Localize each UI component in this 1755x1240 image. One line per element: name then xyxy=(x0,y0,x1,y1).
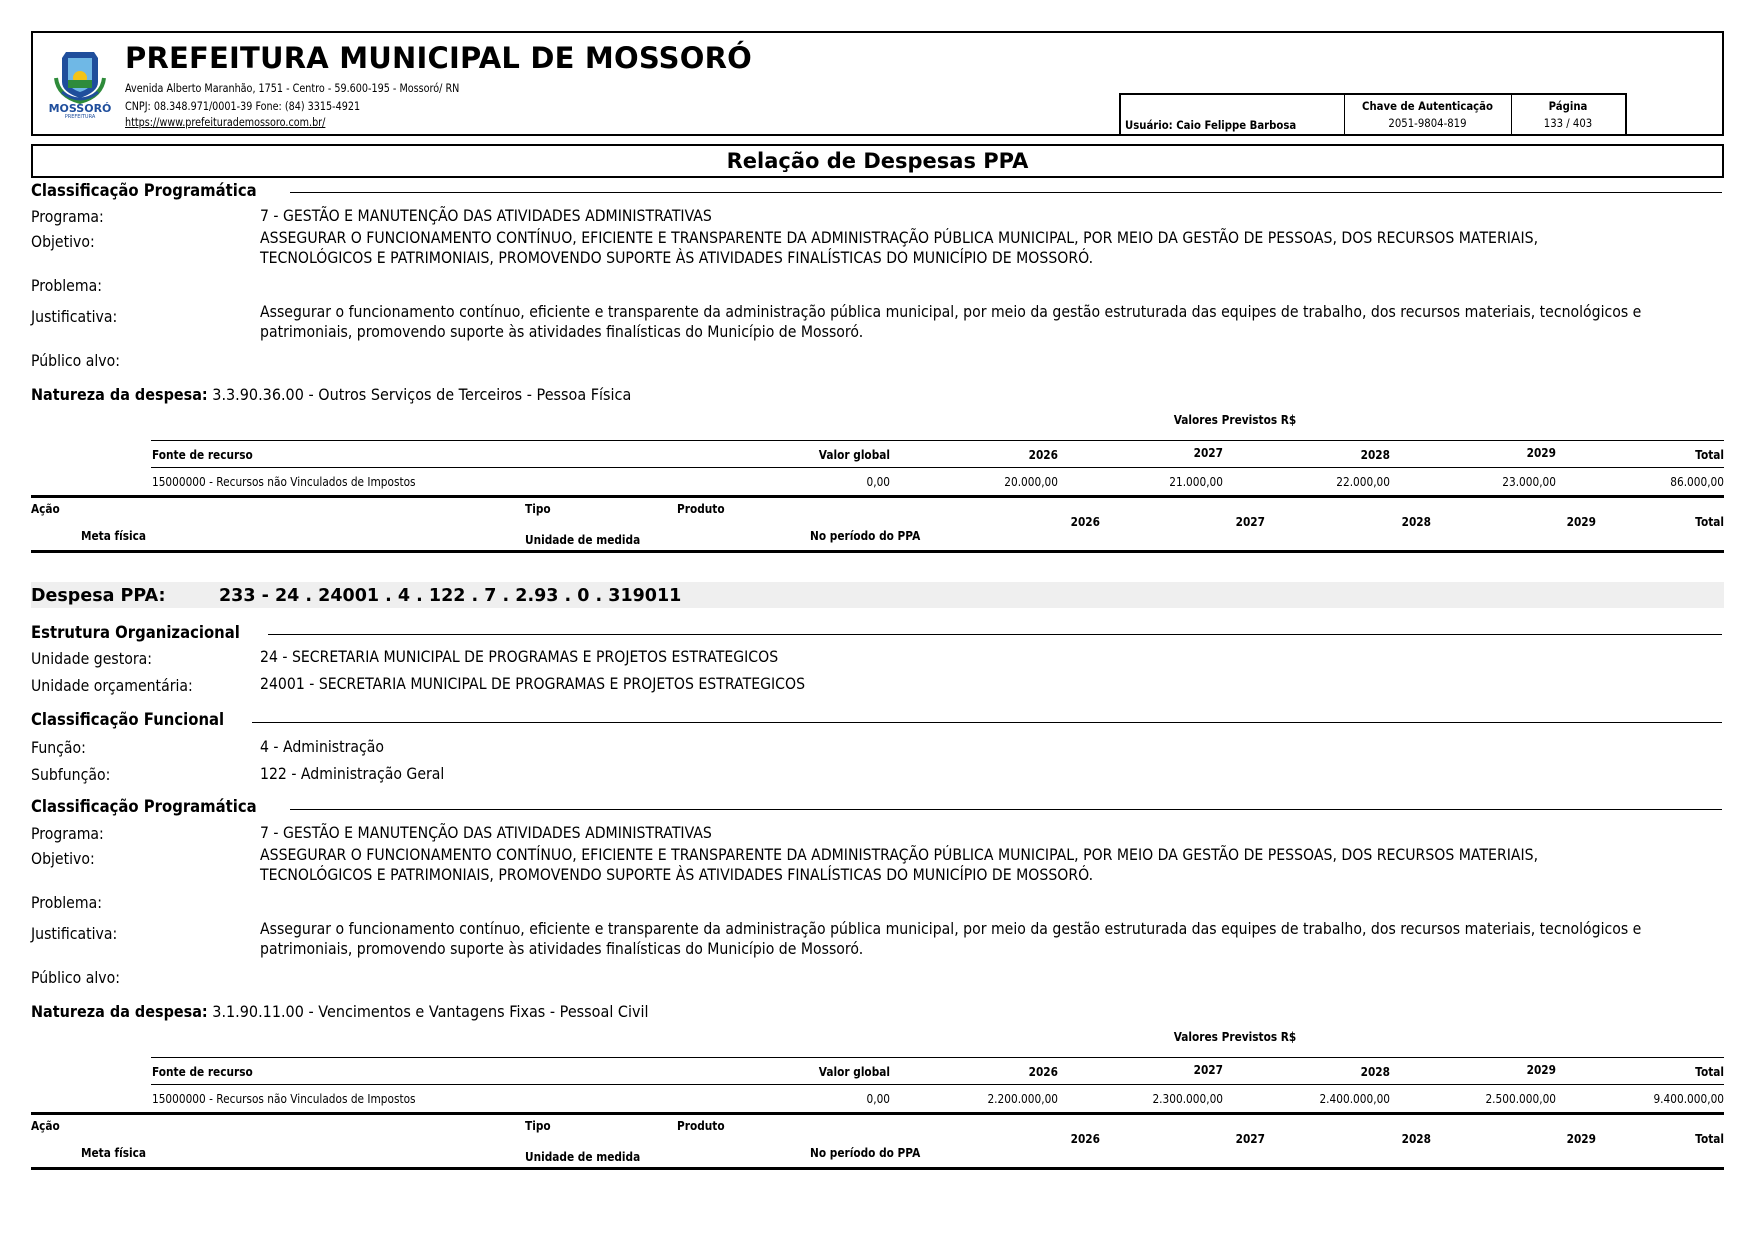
auth-key-box xyxy=(1344,93,1512,136)
meta-year-2029: 2029 xyxy=(1566,1132,1596,1146)
col-acao: Ação xyxy=(31,502,60,516)
table-rule-thick xyxy=(31,1167,1724,1170)
col-fonte-recurso: Fonte de recurso xyxy=(152,1065,253,1079)
fonte-value-2026: 2.200.000,00 xyxy=(987,1092,1058,1106)
section-estrutura-organizacional: Estrutura Organizacional xyxy=(31,623,240,642)
auth-key-title: Chave de Autenticação xyxy=(1362,99,1493,113)
unidade-orcamentaria-label: Unidade orçamentária: xyxy=(31,676,193,695)
meta-year-2026: 2026 xyxy=(1070,515,1100,529)
valores-previstos-heading: Valores Previstos R$ xyxy=(1173,413,1297,427)
objetivo-value-line1: ASSEGURAR O FUNCIONAMENTO CONTÍNUO, EFICIENTE E TRANSPARENTE DA ADMINISTRAÇÃO PÚBLICA MUNICIPAL, POR MEIO DA GESTÃO DE PESSOAS, DOS RECURSOS MATERIAIS, xyxy=(260,228,1539,247)
user-label: Usuário: Caio Felippe Barbosa xyxy=(1125,118,1297,132)
problema-label: Problema: xyxy=(31,276,102,295)
justificativa-value-line2: patrimoniais, promovendo suporte às atividades finalísticas do Município de Mossoró. xyxy=(260,939,864,958)
table-rule xyxy=(151,467,1724,468)
report-title-box xyxy=(31,144,1724,178)
unidade-gestora-value: 24 - SECRETARIA MUNICIPAL DE PROGRAMAS E PROJETOS ESTRATEGICOS xyxy=(260,647,779,666)
col-year-2029: 2029 xyxy=(1526,446,1556,460)
subfuncao-label: Subfunção: xyxy=(31,765,111,784)
col-year-2029: 2029 xyxy=(1526,1063,1556,1077)
problema-label: Problema: xyxy=(31,893,102,912)
col-valor-global: Valor global xyxy=(818,1065,890,1079)
section-rule xyxy=(290,192,1722,193)
svg-text:MOSSORÓ: MOSSORÓ xyxy=(48,102,112,115)
organization-address: Avenida Alberto Maranhão, 1751 - Centro - 59.600-195 - Mossoró/ RN xyxy=(125,82,460,95)
despesa-ppa-label: Despesa PPA: xyxy=(31,586,166,606)
fonte-value-2028: 22.000,00 xyxy=(1336,475,1390,489)
city-coat-of-arms-icon xyxy=(44,48,116,118)
natureza-despesa xyxy=(31,1002,648,1021)
col-no-periodo: No período do PPA xyxy=(810,1146,921,1160)
funcao-value: 4 - Administração xyxy=(260,737,385,756)
subfuncao-value: 122 - Administração Geral xyxy=(260,764,445,783)
meta-year-2029: 2029 xyxy=(1566,515,1596,529)
fonte-value-2028: 2.400.000,00 xyxy=(1319,1092,1390,1106)
section-rule xyxy=(252,722,1722,723)
col-tipo: Tipo xyxy=(525,1119,551,1133)
publico-alvo-label: Público alvo: xyxy=(31,968,120,987)
col-year-2026: 2026 xyxy=(1028,1065,1058,1079)
natureza-despesa xyxy=(31,385,631,404)
objetivo-label: Objetivo: xyxy=(31,232,95,251)
page-value: 133 / 403 xyxy=(1543,116,1593,130)
user-box xyxy=(1119,93,1345,136)
programa-value: 7 - GESTÃO E MANUTENÇÃO DAS ATIVIDADES ADMINISTRATIVAS xyxy=(260,823,712,842)
meta-total: Total xyxy=(1695,1132,1724,1146)
justificativa-value-line1: Assegurar o funcionamento contínuo, eficiente e transparente da administração pública municipal, por meio da gestão estruturada das equipes de trabalho, dos recursos materiais, tecnológicos e xyxy=(260,302,1642,321)
funcao-label: Função: xyxy=(31,738,86,757)
fonte-name: 15000000 - Recursos não Vinculados de Impostos xyxy=(152,1092,416,1106)
col-year-2028: 2028 xyxy=(1360,448,1390,462)
programa-value: 7 - GESTÃO E MANUTENÇÃO DAS ATIVIDADES ADMINISTRATIVAS xyxy=(260,206,712,225)
table-rule-thick xyxy=(31,495,1724,498)
table-rule xyxy=(151,1084,1724,1085)
col-produto: Produto xyxy=(677,1119,725,1133)
col-produto: Produto xyxy=(677,502,725,516)
col-no-periodo: No período do PPA xyxy=(810,529,921,543)
unidade-gestora-label: Unidade gestora: xyxy=(31,649,153,668)
col-total: Total xyxy=(1695,1065,1724,1079)
valores-previstos-heading: Valores Previstos R$ xyxy=(1173,1030,1297,1044)
programa-label: Programa: xyxy=(31,824,104,843)
justificativa-label: Justificativa: xyxy=(31,924,118,943)
col-tipo: Tipo xyxy=(525,502,551,516)
fonte-valor-global: 0,00 xyxy=(866,1092,890,1106)
justificativa-value-line2: patrimoniais, promovendo suporte às atividades finalísticas do Município de Mossoró. xyxy=(260,322,864,341)
programa-label: Programa: xyxy=(31,207,104,226)
col-year-2027: 2027 xyxy=(1193,1063,1223,1077)
organization-cnpj-phone: CNPJ: 08.348.971/0001-39 Fone: (84) 3315-4921 xyxy=(125,100,361,113)
section-rule xyxy=(290,809,1722,810)
page-number-box xyxy=(1511,93,1627,136)
fonte-name: 15000000 - Recursos não Vinculados de Impostos xyxy=(152,475,416,489)
objetivo-value-line2: TECNOLÓGICOS E PATRIMONIAIS, PROMOVENDO SUPORTE ÀS ATIVIDADES FINALÍSTICAS DO MUNICÍPIO DE MOSSORÓ. xyxy=(260,865,1094,884)
page-title: Página xyxy=(1548,99,1588,113)
fonte-total: 9.400.000,00 xyxy=(1653,1092,1724,1106)
natureza-label: Natureza da despesa: xyxy=(31,385,208,404)
meta-year-2027: 2027 xyxy=(1235,515,1265,529)
publico-alvo-label: Público alvo: xyxy=(31,351,120,370)
col-meta-fisica: Meta física xyxy=(81,529,147,543)
organization-website-link[interactable]: https://www.prefeiturademossoro.com.br/ xyxy=(125,116,326,129)
meta-year-2026: 2026 xyxy=(1070,1132,1100,1146)
fonte-valor-global: 0,00 xyxy=(866,475,890,489)
objetivo-value-line2: TECNOLÓGICOS E PATRIMONIAIS, PROMOVENDO SUPORTE ÀS ATIVIDADES FINALÍSTICAS DO MUNICÍPIO DE MOSSORÓ. xyxy=(260,248,1094,267)
unidade-orcamentaria-value: 24001 - SECRETARIA MUNICIPAL DE PROGRAMAS E PROJETOS ESTRATEGICOS xyxy=(260,674,806,693)
table-rule xyxy=(151,1057,1724,1058)
justificativa-value-line1: Assegurar o funcionamento contínuo, eficiente e transparente da administração pública municipal, por meio da gestão estruturada das equipes de trabalho, dos recursos materiais, tecnológicos e xyxy=(260,919,1642,938)
fonte-value-2027: 21.000,00 xyxy=(1169,475,1223,489)
col-year-2026: 2026 xyxy=(1028,448,1058,462)
objetivo-label: Objetivo: xyxy=(31,849,95,868)
natureza-label: Natureza da despesa: xyxy=(31,1002,208,1021)
col-unidade-medida: Unidade de medida xyxy=(525,1150,641,1164)
col-year-2027: 2027 xyxy=(1193,446,1223,460)
auth-key-value: 2051-9804-819 xyxy=(1388,116,1467,130)
section-classificacao-funcional: Classificação Funcional xyxy=(31,710,225,729)
fonte-value-2029: 2.500.000,00 xyxy=(1485,1092,1556,1106)
section-rule xyxy=(268,634,1722,635)
col-valor-global: Valor global xyxy=(818,448,890,462)
col-unidade-medida: Unidade de medida xyxy=(525,533,641,547)
col-acao: Ação xyxy=(31,1119,60,1133)
fonte-value-2027: 2.300.000,00 xyxy=(1152,1092,1223,1106)
table-rule-thick xyxy=(31,550,1724,553)
col-total: Total xyxy=(1695,448,1724,462)
col-fonte-recurso: Fonte de recurso xyxy=(152,448,253,462)
meta-year-2027: 2027 xyxy=(1235,1132,1265,1146)
despesa-ppa-code: 233 - 24 . 24001 . 4 . 122 . 7 . 2.93 . 0 . 319011 xyxy=(219,586,682,606)
justificativa-label: Justificativa: xyxy=(31,307,118,326)
meta-year-2028: 2028 xyxy=(1401,515,1431,529)
fonte-total: 86.000,00 xyxy=(1670,475,1724,489)
organization-name: PREFEITURA MUNICIPAL DE MOSSORÓ xyxy=(125,41,752,75)
fonte-value-2026: 20.000,00 xyxy=(1004,475,1058,489)
col-year-2028: 2028 xyxy=(1360,1065,1390,1079)
objetivo-value-line1: ASSEGURAR O FUNCIONAMENTO CONTÍNUO, EFICIENTE E TRANSPARENTE DA ADMINISTRAÇÃO PÚBLICA MUNICIPAL, POR MEIO DA GESTÃO DE PESSOAS, DOS RECURSOS MATERIAIS, xyxy=(260,845,1539,864)
report-title: Relação de Despesas PPA xyxy=(726,149,1029,173)
section-classificacao-programatica: Classificação Programática xyxy=(31,181,257,200)
natureza-value: 3.3.90.36.00 - Outros Serviços de Terceiros - Pessoa Física xyxy=(212,385,632,404)
section-classificacao-programatica: Classificação Programática xyxy=(31,797,257,816)
meta-total: Total xyxy=(1695,515,1724,529)
meta-year-2028: 2028 xyxy=(1401,1132,1431,1146)
natureza-value: 3.1.90.11.00 - Vencimentos e Vantagens Fixas - Pessoal Civil xyxy=(212,1002,649,1021)
table-rule xyxy=(151,440,1724,441)
fonte-value-2029: 23.000,00 xyxy=(1502,475,1556,489)
table-rule-thick xyxy=(31,1112,1724,1115)
col-meta-fisica: Meta física xyxy=(81,1146,147,1160)
svg-text:PREFEITURA: PREFEITURA xyxy=(64,114,96,118)
